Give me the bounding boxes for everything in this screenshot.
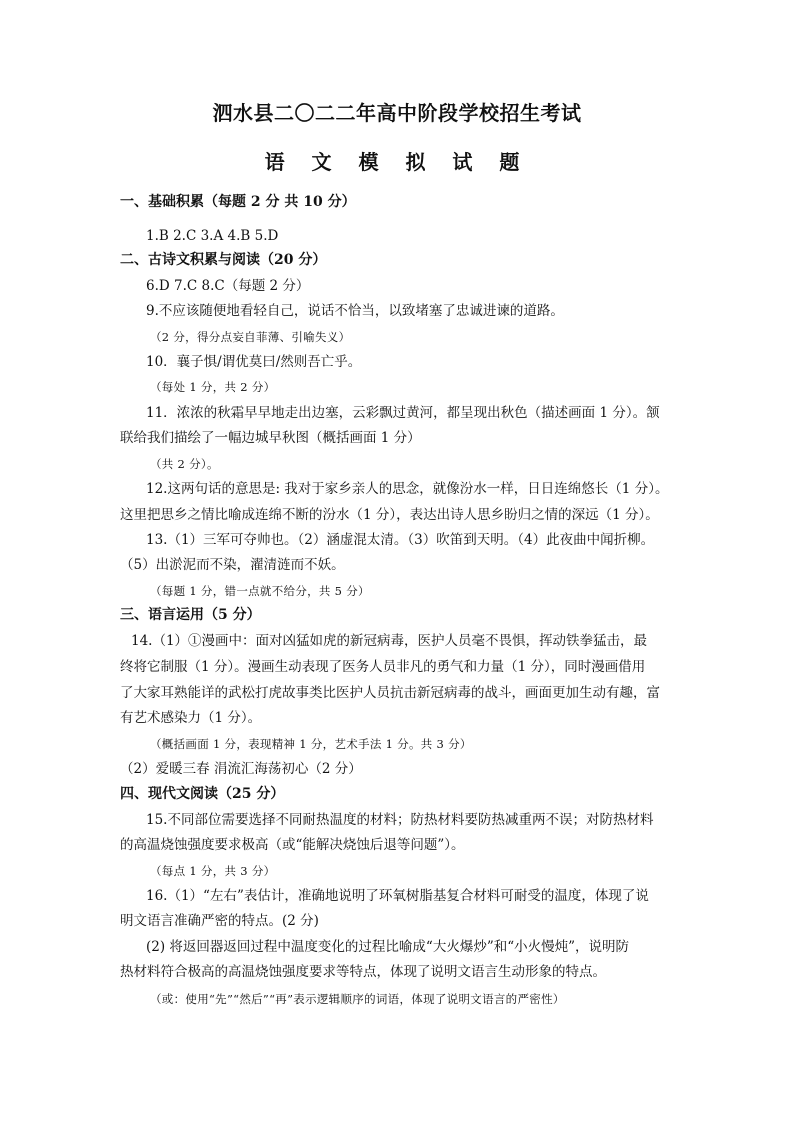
answer-line: 联给我们描绘了一幅边城早秋图（概括画面 1 分） xyxy=(120,430,421,446)
answer-line: (2) 将返回器返回过程中温度变化的过程比喻成“大火爆炒”和“小火慢炖”，说明防 xyxy=(146,939,630,955)
answer-line: 13.（1）三军可夺帅也。（2）涵虚混太清。（3）吹笛到天明。（4）此夜曲中闻折柳。 xyxy=(146,532,655,548)
section-heading-3: 三、语言运用（5 分） xyxy=(120,607,261,623)
answer-line: 1.B 2.C 3.A 4.B 5.D xyxy=(146,228,279,244)
answer-line: （5）出淤泥而不染，濯清涟而不妖。 xyxy=(120,557,345,573)
page-subtitle: 语 文 模 拟 试 题 xyxy=(264,150,530,174)
answer-line: 终将它制服（1 分）。漫画生动表现了医务人员非凡的勇气和力量（1 分），同时漫画借用 xyxy=(120,659,646,675)
scoring-note: （每点 1 分，共 3 分） xyxy=(150,864,276,878)
answer-line: 这里把思乡之情比喻成连绵不断的汾水（1 分），表达出诗人思乡盼归之情的深远（1 分）。 xyxy=(120,507,659,523)
scoring-note: （2 分，得分点妄自菲薄、引喻失义） xyxy=(150,330,351,344)
answer-line: 16.（1）“左右”表估计，准确地说明了环氧树脂基复合材料可耐受的温度，体现了说 xyxy=(146,888,649,904)
answer-line: （2）爱暖三春 涓流汇海荡初心（2 分） xyxy=(120,761,362,777)
answer-line: 10．襄子惧/谓优莫曰/然则吾亡乎。 xyxy=(146,354,362,370)
answer-line: 12.这两句话的意思是: 我对于家乡亲人的思念，就像汾水一样，日日连绵悠长（1 分）。 xyxy=(146,481,669,497)
page-title: 泗水县二〇二二年高中阶段学校招生考试 xyxy=(212,101,582,125)
scoring-note: （每处 1 分，共 2 分） xyxy=(150,380,276,394)
answer-line: 14.（1）①漫画中：面对凶猛如虎的新冠病毒，医护人员毫不畏惧，挥动铁拳猛击，最 xyxy=(131,633,648,649)
answer-line: 11．浓浓的秋霜早早地走出边塞，云彩飘过黄河，都呈现出秋色（描述画面 1 分）。颔 xyxy=(146,405,660,421)
scoring-note: （每题 1 分，错一点就不给分，共 5 分） xyxy=(150,584,370,598)
scoring-note: （概括画面 1 分，表现精神 1 分，艺术手法 1 分。共 3 分） xyxy=(150,737,472,751)
scoring-note: （共 2 分）。 xyxy=(150,457,219,471)
answer-line: 6.D 7.C 8.C（每题 2 分） xyxy=(146,278,310,294)
section-heading-2: 二、古诗文积累与阅读（20 分） xyxy=(120,252,327,268)
answer-line: 9.不应该随便地看轻自己，说话不恰当，以致堵塞了忠诚进谏的道路。 xyxy=(146,303,564,319)
answer-line: 热材料符合极高的高温烧蚀强度要求等特点，体现了说明文语言生动形象的特点。 xyxy=(120,964,606,980)
section-heading-4: 四、现代文阅读（25 分） xyxy=(120,786,285,802)
answer-line: 了大家耳熟能详的武松打虎故事类比医护人员抗击新冠病毒的战斗，画面更加生动有趣，富 xyxy=(120,685,660,701)
answer-line: 明文语言准确严密的特点。(2 分) xyxy=(120,913,319,929)
answer-line: 15.不同部位需要选择不同耐热温度的材料；防热材料要防热减重两不误；对防热材料 xyxy=(146,812,654,828)
answer-line: 有艺术感染力（1 分）。 xyxy=(120,710,262,726)
scoring-note: （或：使用“先”“然后”“再”表示逻辑顺序的词语，体现了说明文语言的严密性） xyxy=(150,992,565,1006)
section-heading-1: 一、基础积累（每题 2 分 共 10 分） xyxy=(120,194,356,210)
answer-line: 的高温烧蚀强度要求极高（或“能解决烧蚀后退等问题”）。 xyxy=(120,837,465,853)
